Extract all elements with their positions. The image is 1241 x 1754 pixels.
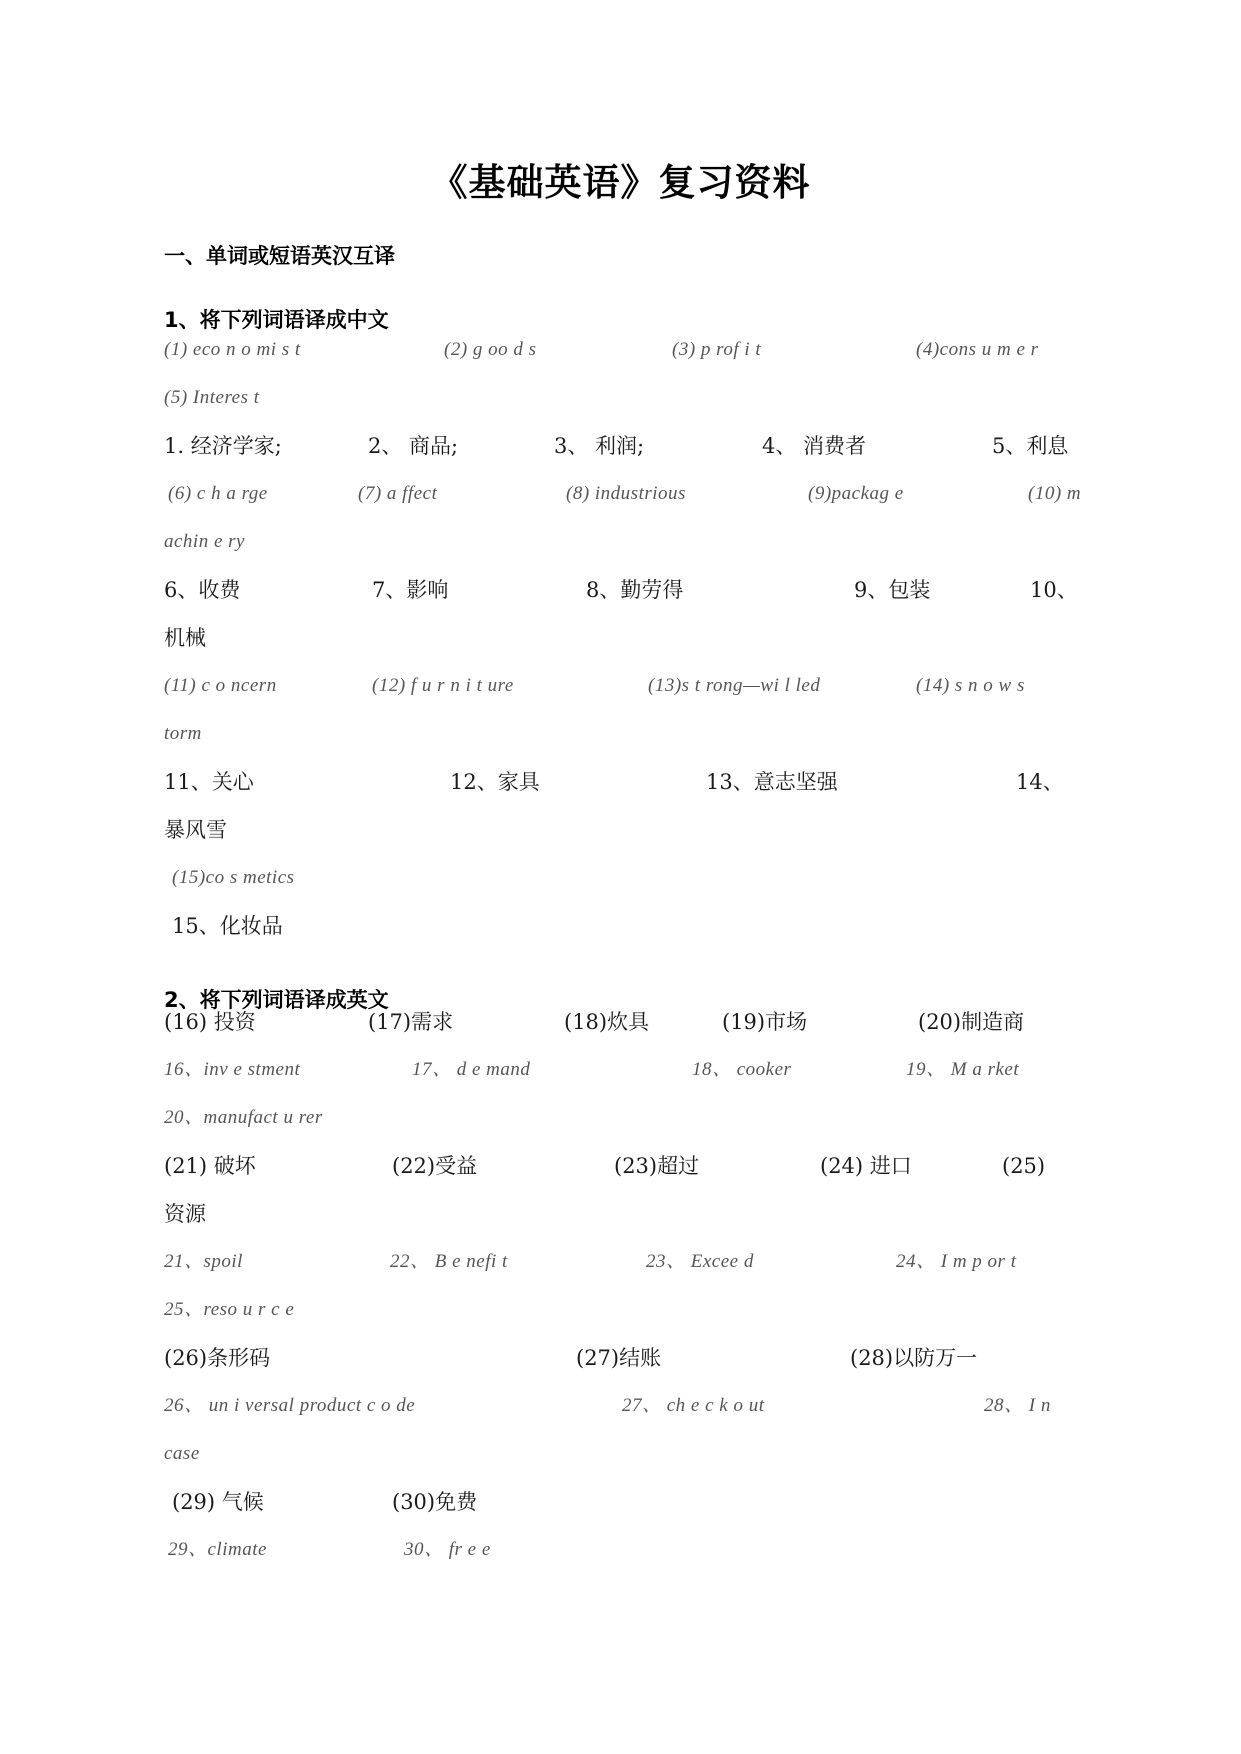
chinese-term: (18)炊具 bbox=[564, 1010, 650, 1034]
document-title: 《基础英语》复习资料 bbox=[430, 160, 811, 204]
vocab-line bbox=[0, 767, 1241, 797]
vocab-line bbox=[0, 1103, 1241, 1133]
english-term: 24、 I m p or t bbox=[896, 1251, 1017, 1272]
chinese-term: 9、包装 bbox=[854, 578, 931, 602]
english-term: (6) c h a rge bbox=[168, 483, 268, 504]
english-term: 30、 fr e e bbox=[404, 1539, 491, 1560]
english-term: 17、 d e mand bbox=[412, 1059, 531, 1080]
english-term: (13)s t rong—wi l led bbox=[648, 675, 821, 696]
vocab-line bbox=[0, 815, 1241, 845]
vocab-line bbox=[0, 479, 1241, 509]
english-term: 25、reso u r c e bbox=[164, 1299, 295, 1320]
chinese-term: (20)制造商 bbox=[918, 1010, 1025, 1034]
chinese-term: 3、 利润; bbox=[554, 434, 645, 458]
chinese-term: (16) 投资 bbox=[164, 1010, 256, 1034]
vocab-line bbox=[0, 1295, 1241, 1325]
vocab-line bbox=[0, 1487, 1241, 1517]
english-term: (2) g oo d s bbox=[444, 339, 537, 360]
english-term: 23、 Excee d bbox=[646, 1251, 754, 1272]
chinese-term: (25) bbox=[1002, 1154, 1046, 1178]
chinese-term: 5、利息 bbox=[992, 434, 1069, 458]
chinese-term: 6、收费 bbox=[164, 578, 241, 602]
chinese-term: (27)结账 bbox=[576, 1346, 662, 1370]
chinese-term: 7、影响 bbox=[372, 578, 449, 602]
english-term: 27、 ch e c k o ut bbox=[622, 1395, 765, 1416]
english-term: (7) a ffect bbox=[358, 483, 438, 504]
chinese-term: 资源 bbox=[164, 1202, 206, 1226]
chinese-term: 机械 bbox=[164, 626, 206, 650]
vocab-line bbox=[0, 1535, 1241, 1565]
section-heading: 1、将下列词语译成中文 bbox=[164, 308, 389, 332]
english-term: achin e ry bbox=[164, 531, 245, 552]
chinese-term: 15、化妆品 bbox=[172, 914, 283, 938]
english-term: 26、 un i versal product c o de bbox=[164, 1395, 416, 1416]
english-term: (8) industrious bbox=[566, 483, 686, 504]
chinese-term: (29) 气候 bbox=[172, 1490, 264, 1514]
english-term: 18、 cooker bbox=[692, 1059, 792, 1080]
chinese-term: (19)市场 bbox=[722, 1010, 808, 1034]
chinese-term: (22)受益 bbox=[392, 1154, 478, 1178]
chinese-term: 10、 bbox=[1030, 578, 1078, 602]
chinese-term: (24) 进口 bbox=[820, 1154, 912, 1178]
vocab-line bbox=[0, 431, 1241, 461]
chinese-term: (28)以防万一 bbox=[850, 1346, 978, 1370]
chinese-term: 14、 bbox=[1016, 770, 1064, 794]
chinese-term: 8、勤劳得 bbox=[586, 578, 684, 602]
section-heading: 一、单词或短语英汉互译 bbox=[164, 244, 395, 268]
chinese-term: 13、意志坚强 bbox=[706, 770, 838, 794]
vocab-line bbox=[0, 911, 1241, 941]
english-term: 21、spoil bbox=[164, 1251, 243, 1272]
vocab-line bbox=[0, 671, 1241, 701]
english-term: torm bbox=[164, 723, 202, 744]
english-term: (12) f u r n i t ure bbox=[372, 675, 514, 696]
english-term: (1) eco n o mi s t bbox=[164, 339, 301, 360]
english-term: 19、 M a rket bbox=[906, 1059, 1020, 1080]
english-term: 16、inv e stment bbox=[164, 1059, 301, 1080]
chinese-term: (26)条形码 bbox=[164, 1346, 271, 1370]
english-term: (10) m bbox=[1028, 483, 1082, 504]
vocab-line bbox=[0, 335, 1241, 365]
english-term: (11) c o ncern bbox=[164, 675, 277, 696]
vocab-line bbox=[0, 1199, 1241, 1229]
vocab-line bbox=[0, 1007, 1241, 1037]
chinese-term: (30)免费 bbox=[392, 1490, 478, 1514]
section-heading: 2、将下列词语译成英文 bbox=[164, 988, 389, 1012]
chinese-term: 4、 消费者 bbox=[762, 434, 867, 458]
english-term: 22、 B e nefi t bbox=[390, 1251, 508, 1272]
chinese-term: (23)超过 bbox=[614, 1154, 700, 1178]
english-term: (5) Interes t bbox=[164, 387, 260, 408]
vocab-line bbox=[0, 623, 1241, 653]
vocab-line bbox=[0, 1391, 1241, 1421]
chinese-term: 2、 商品; bbox=[368, 434, 459, 458]
english-term: (9)packag e bbox=[808, 483, 904, 504]
english-term: (15)co s metics bbox=[172, 867, 295, 888]
chinese-term: (17)需求 bbox=[368, 1010, 454, 1034]
english-term: 29、climate bbox=[168, 1539, 267, 1560]
chinese-term: 1. 经济学家; bbox=[164, 434, 282, 458]
english-term: (3) p rof i t bbox=[672, 339, 762, 360]
vocab-line bbox=[0, 575, 1241, 605]
vocab-line bbox=[0, 383, 1241, 413]
vocab-line bbox=[0, 719, 1241, 749]
vocab-line bbox=[0, 863, 1241, 893]
english-term: 28、 I n bbox=[984, 1395, 1051, 1416]
english-term: 20、manufact u rer bbox=[164, 1107, 323, 1128]
english-term: case bbox=[164, 1443, 200, 1464]
chinese-term: 12、家具 bbox=[450, 770, 540, 794]
vocab-line bbox=[0, 1343, 1241, 1373]
vocab-line bbox=[0, 527, 1241, 557]
english-term: (4)cons u m e r bbox=[916, 339, 1039, 360]
chinese-term: 11、关心 bbox=[164, 770, 254, 794]
vocab-line bbox=[0, 1055, 1241, 1085]
chinese-term: 暴风雪 bbox=[164, 818, 227, 842]
english-term: (14) s n o w s bbox=[916, 675, 1025, 696]
vocab-line bbox=[0, 1247, 1241, 1277]
chinese-term: (21) 破坏 bbox=[164, 1154, 256, 1178]
vocab-line bbox=[0, 1439, 1241, 1469]
vocab-line bbox=[0, 1151, 1241, 1181]
